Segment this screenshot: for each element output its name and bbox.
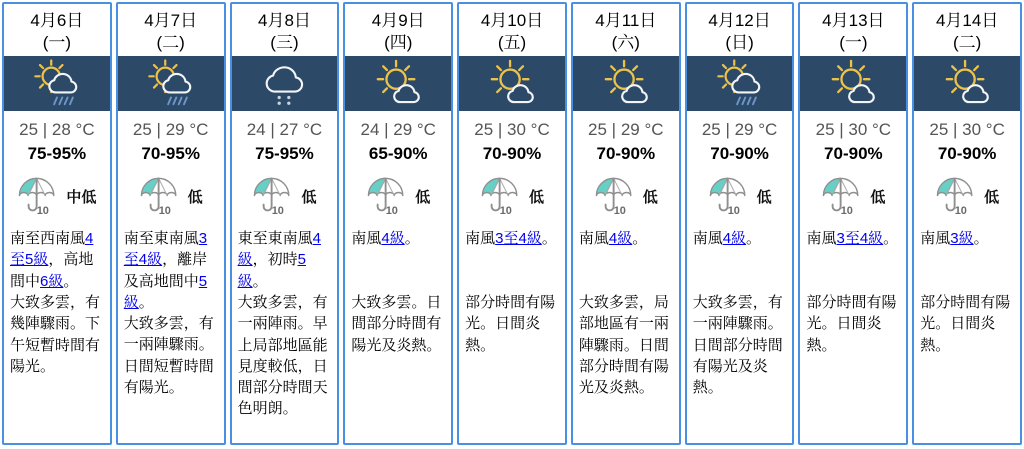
card-date [4, 4, 110, 56]
weather-description: 部分時間有陽光。日間炎熱。 [806, 294, 897, 354]
wind-forecast [124, 228, 218, 313]
wind-text: 南風 [578, 230, 609, 247]
day-card [2, 2, 112, 445]
humidity-range: 75-95% [255, 144, 314, 163]
wind-force-link[interactable]: 4級 [608, 230, 633, 247]
weather-icon-banner [914, 56, 1020, 111]
weekday-label: (六) [611, 32, 640, 52]
umbrella-badge: 10 [613, 205, 626, 216]
rain-probability-umbrella-icon [17, 176, 61, 216]
rain-probability [118, 176, 224, 216]
weather-icon-banner [4, 56, 110, 111]
wind-force-link[interactable]: 3至4級 [836, 230, 884, 247]
wind-text: 南風 [351, 230, 382, 247]
humidity-range: 75-95% [27, 144, 87, 163]
rain-probability-label: 中低 [66, 188, 97, 206]
umbrella-badge: 10 [385, 205, 399, 216]
rain-probability-umbrella-icon [139, 176, 183, 216]
day-card [685, 2, 795, 445]
wind-force-link[interactable]: 6級 [40, 272, 64, 290]
weather-description: 部分時間有陽光。日間炎熱。 [920, 294, 1011, 354]
wind-text: 南風 [465, 230, 496, 247]
rain-probability [687, 176, 793, 216]
wind-force-link[interactable]: 5級 [123, 272, 208, 311]
wind-text: 南至東南風 [123, 230, 199, 247]
sun-cloud-rain-icon [140, 59, 202, 109]
wind-text: 。 [632, 230, 648, 247]
umbrella-badge: 10 [158, 205, 171, 216]
card-date [232, 4, 338, 56]
date-label: 4月14日 [935, 11, 999, 30]
rain-probability-umbrella-icon [594, 176, 638, 216]
temperature-range: 25 | 28 °C [19, 120, 95, 139]
wind-text: 。 [404, 230, 420, 247]
temperature-range: 25 | 29 °C [701, 120, 778, 139]
umbrella-badge: 10 [727, 205, 740, 216]
day-card [457, 2, 567, 445]
rain-probability-label: 低 [984, 188, 1000, 206]
day-card [116, 2, 226, 445]
humidity-range: 70-90% [482, 144, 542, 163]
rain-probability [914, 176, 1020, 216]
rain-probability-label: 低 [529, 188, 545, 206]
rain-probability [573, 176, 679, 216]
humidity-range: 70-95% [141, 144, 200, 163]
rain-probability [459, 176, 565, 216]
date-label: 4月6日 [30, 11, 84, 30]
rain-probability-umbrella-icon [366, 176, 410, 216]
date-label: 4月8日 [257, 11, 311, 30]
weekday-label: (三) [270, 32, 299, 52]
wind-forecast [238, 228, 332, 292]
weather-icon-banner [118, 56, 224, 111]
sun-cloud-rain-icon [26, 59, 88, 109]
weather-description: 大致多雲，有一兩陣雨。早上局部地區能見度較低，日間部分時間天色明朗。 [237, 294, 328, 418]
card-date [459, 4, 565, 56]
sun-cloud-icon [367, 59, 429, 109]
wind-text: 。 [883, 230, 899, 247]
day-card [912, 2, 1022, 445]
wind-forecast [579, 228, 673, 292]
umbrella-badge: 10 [841, 205, 854, 216]
temperature-range: 25 | 30 °C [929, 120, 1005, 139]
wind-text: 東至東南風 [237, 230, 313, 247]
rain-probability-umbrella-icon [480, 176, 524, 216]
rain-probability-umbrella-icon [708, 176, 752, 216]
weekday-label: (一) [42, 32, 72, 52]
weekday-label: (日) [725, 32, 754, 52]
wind-text: 南至西南風 [10, 230, 86, 247]
wind-text: 南風 [806, 230, 837, 247]
humidity-range: 70-90% [596, 144, 656, 163]
weather-description: 大致多雲，有一兩陣驟雨。日間短暫時間有陽光。 [123, 315, 214, 397]
wind-text: ，高地間中 [10, 251, 94, 290]
weekday-label: (一) [839, 32, 868, 52]
wind-force-link[interactable]: 3至4級 [123, 230, 208, 269]
weather-description: 大致多雲。日間部分時間有陽光及炎熱。 [351, 294, 442, 354]
rain-probability-label: 低 [642, 188, 658, 206]
wind-text: ，初時 [252, 251, 298, 269]
wind-text: 。 [252, 272, 268, 290]
date-label: 4月7日 [144, 11, 198, 30]
day-card [798, 2, 908, 445]
rain-probability-label: 低 [187, 188, 203, 206]
sun-cloud-icon [822, 59, 884, 109]
wind-text: 。 [973, 230, 989, 247]
temperature-range: 24 | 27 °C [246, 120, 323, 139]
card-date [687, 4, 793, 56]
sun-cloud-icon [595, 59, 657, 109]
day-card [571, 2, 681, 445]
card-date [800, 4, 906, 56]
humidity-range: 70-90% [710, 144, 769, 163]
umbrella-badge: 10 [272, 205, 285, 216]
cloud-rain-icon [253, 59, 315, 109]
humidity-range: 70-90% [937, 144, 997, 163]
wind-forecast [693, 228, 787, 292]
wind-force-link[interactable]: 4至5級 [10, 230, 94, 269]
wind-force-link[interactable]: 3級 [950, 230, 974, 247]
weather-icon-banner [345, 56, 451, 111]
rain-probability [345, 176, 451, 216]
wind-force-link[interactable]: 4級 [237, 230, 321, 269]
wind-forecast [351, 228, 445, 292]
weather-icon-banner [232, 56, 338, 111]
rain-probability [800, 176, 906, 216]
weather-icon-banner [459, 56, 565, 111]
rain-probability-umbrella-icon [821, 176, 865, 216]
rain-probability-label: 低 [301, 188, 317, 206]
wind-force-link[interactable]: 5級 [237, 251, 306, 290]
date-label: 4月11日 [595, 11, 657, 30]
wind-text: ，離岸及高地間中 [123, 251, 208, 290]
rain-probability-umbrella-icon [935, 176, 979, 216]
wind-forecast [806, 228, 900, 292]
wind-text: 。 [63, 272, 79, 290]
date-label: 4月13日 [822, 11, 885, 30]
wind-text: 南風 [920, 230, 951, 247]
wind-text: 。 [746, 230, 762, 247]
wind-force-link[interactable]: 3至4級 [495, 230, 542, 247]
date-label: 4月12日 [708, 11, 771, 30]
sun-cloud-icon [481, 59, 543, 109]
weather-icon-banner [573, 56, 679, 111]
umbrella-badge: 10 [954, 205, 968, 216]
weather-description: 大致多雲，有一兩陣驟雨。日間部分時間有陽光及炎熱。 [692, 294, 783, 397]
rain-probability-label: 低 [415, 188, 431, 206]
humidity-range: 65-90% [368, 144, 428, 163]
weather-description: 部分時間有陽光。日間炎熱。 [465, 294, 556, 354]
wind-forecast [920, 228, 1014, 292]
rain-probability-umbrella-icon [252, 176, 296, 216]
weekday-label: (四) [384, 32, 413, 52]
date-label: 4月9日 [371, 11, 425, 30]
weather-icon-banner [800, 56, 906, 111]
sun-cloud-icon [936, 59, 998, 109]
day-card [230, 2, 340, 445]
rain-probability [232, 176, 338, 216]
wind-text: 。 [541, 230, 557, 247]
weekday-label: (二) [952, 32, 982, 52]
weather-description: 大致多雲，局部地區有一兩陣驟雨。日間部分時間有陽光及炎熱。 [578, 294, 669, 397]
umbrella-badge: 10 [499, 205, 512, 216]
wind-force-link[interactable]: 4級 [722, 230, 747, 247]
weekday-label: (二) [156, 32, 185, 52]
wind-force-link[interactable]: 4級 [381, 230, 405, 247]
temperature-range: 25 | 30 °C [815, 120, 892, 139]
wind-forecast [10, 228, 104, 292]
rain-probability-label: 低 [756, 188, 772, 206]
sun-cloud-rain-icon [709, 59, 771, 109]
wind-text: 南風 [692, 230, 723, 247]
humidity-range: 70-90% [824, 144, 883, 163]
temperature-range: 25 | 29 °C [588, 120, 664, 139]
temperature-range: 25 | 30 °C [474, 120, 550, 139]
wind-forecast [465, 228, 559, 292]
weekday-label: (五) [497, 32, 527, 52]
temperature-range: 24 | 29 °C [360, 120, 436, 139]
card-date [914, 4, 1020, 56]
date-label: 4月10日 [480, 11, 544, 30]
rain-probability [4, 176, 110, 216]
day-card [343, 2, 453, 445]
rain-probability-label: 低 [870, 188, 886, 206]
weather-description: 大致多雲，有幾陣驟雨。下午短暫時間有陽光。 [10, 294, 101, 375]
card-date [345, 4, 451, 56]
card-date [573, 4, 679, 56]
card-date [118, 4, 224, 56]
wind-text: 。 [138, 293, 154, 311]
temperature-range: 25 | 29 °C [132, 120, 209, 139]
weather-icon-banner [687, 56, 793, 111]
umbrella-badge: 10 [37, 205, 50, 216]
